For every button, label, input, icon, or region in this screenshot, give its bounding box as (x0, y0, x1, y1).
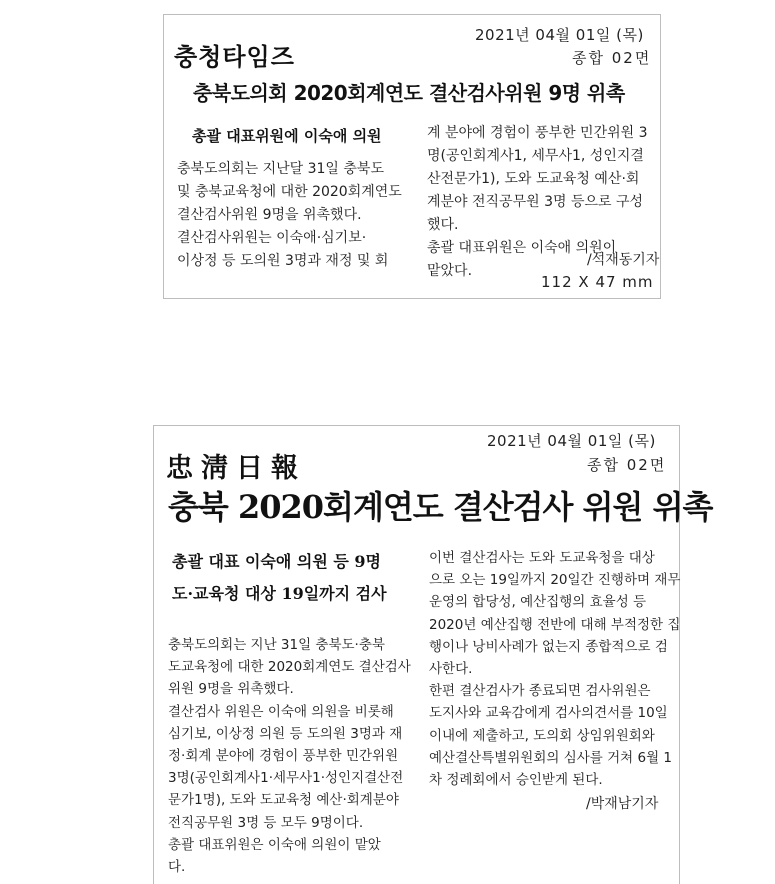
article-column-left (168, 634, 418, 878)
text-line: 도지사와 교육감에게 검사의견서를 10일 (429, 705, 668, 722)
text-line: 결산검사 위원은 이숙애 의원을 비롯해 (168, 703, 394, 720)
text-line: 한편 결산검사가 종료되면 검사위원은 (429, 683, 651, 700)
text-line: 계분야 전직공무원 3명 등으로 구성 (427, 194, 644, 210)
text-line: 충북도의회는 지난 31일 충북도·충북 (168, 637, 385, 653)
publisher-logo: 忠淸日報 (166, 453, 306, 484)
publisher-logo: 충청타임즈 (174, 43, 295, 71)
text-line: 운영의 합당성, 예산집행의 효율성 등 (429, 594, 647, 611)
text-line: 충북도의회는 지난달 31일 충북도 (177, 161, 384, 177)
text-line: 예산결산특별위원회의 심사를 거쳐 6월 1 (429, 749, 672, 766)
clipping-size: 112 X 47 mm (541, 273, 654, 291)
clipping-date: 2021년 04월 01일 (목) (475, 26, 644, 44)
article-subheadline: 총괄 대표위원에 이숙애 의원 (192, 127, 382, 145)
text-line: 정·회계 분야에 경험이 풍부한 민간위원 (168, 748, 399, 765)
text-line: 으로 오는 19일까지 20일간 진행하며 재무 (429, 572, 681, 589)
text-line: 맡았다. (427, 263, 473, 279)
clipping-section: 종합 02면 (587, 456, 667, 474)
article-column-right (429, 547, 681, 791)
text-line: 전직공무원 3명 등 모두 9명이다. (168, 814, 364, 831)
clipping-section: 종합 02면 (572, 49, 652, 67)
text-line: 총괄 대표위원은 이숙애 의원이 (427, 240, 617, 256)
article-byline: /박재남기자 (586, 796, 659, 812)
text-line: 총괄 대표위원은 이숙애 의원이 맡았 (168, 836, 381, 853)
text-line: 결산검사위원는 이숙애·심기보· (177, 230, 367, 246)
text-line: 이번 결산검사는 도와 도교육청을 대상 (429, 550, 655, 566)
text-line: 3명(공인회계사1·세무사1·성인지결산전 (168, 770, 404, 787)
text-line: 계 분야에 경험이 풍부한 민간위원 3 (427, 125, 648, 141)
article-headline: 충북 2020회계연도 결산검사 위원 위촉 (168, 488, 713, 526)
article-subheadline-1: 총괄 대표 이숙애 의원 등 9명 (172, 552, 382, 571)
article-column-left (177, 158, 407, 273)
text-line: 도교육청에 대한 2020회계연도 결산검사 (168, 659, 411, 676)
news-clipping-chungcheong-daily (153, 425, 713, 884)
article-byline: /석재동기자 (587, 252, 660, 268)
text-line: 위원 9명을 위촉했다. (168, 681, 294, 698)
text-line: 및 충북교육청에 대한 2020회계연도 (177, 184, 402, 200)
news-clipping-chungcheong-times (163, 14, 661, 299)
text-line: 이내에 제출하고, 도의회 상임위원회와 (429, 727, 655, 744)
text-line: 다. (168, 859, 186, 876)
text-line: 2020년 예산집행 전반에 대해 부적정한 집 (429, 616, 681, 633)
text-line: 이상정 등 도의원 3명과 재정 및 회 (177, 253, 389, 269)
text-line: 결산검사위원 9명을 위촉했다. (177, 207, 362, 223)
text-line: 차 정례회에서 승인받게 된다. (429, 772, 603, 789)
clipping-date: 2021년 04월 01일 (목) (487, 432, 656, 450)
text-line: 행이나 낭비사례가 없는지 종합적으로 검 (429, 638, 668, 655)
article-headline: 충북도의회 2020회계연도 결산검사위원 9명 위촉 (193, 81, 625, 105)
text-line: 산전문가1), 도와 도교육청 예산·회 (427, 171, 640, 187)
text-line: 명(공인회계사1, 세무사1, 성인지결 (427, 148, 644, 164)
text-line: 사한다. (429, 661, 473, 678)
text-line: 문가1명), 도와 도교육청 예산·회계분야 (168, 792, 399, 809)
article-subheadline-2: 도·교육청 대상 19일까지 검사 (172, 584, 387, 603)
text-line: 심기보, 이상정 의원 등 도의원 3명과 재 (168, 725, 403, 742)
text-line: 했다. (427, 217, 459, 233)
